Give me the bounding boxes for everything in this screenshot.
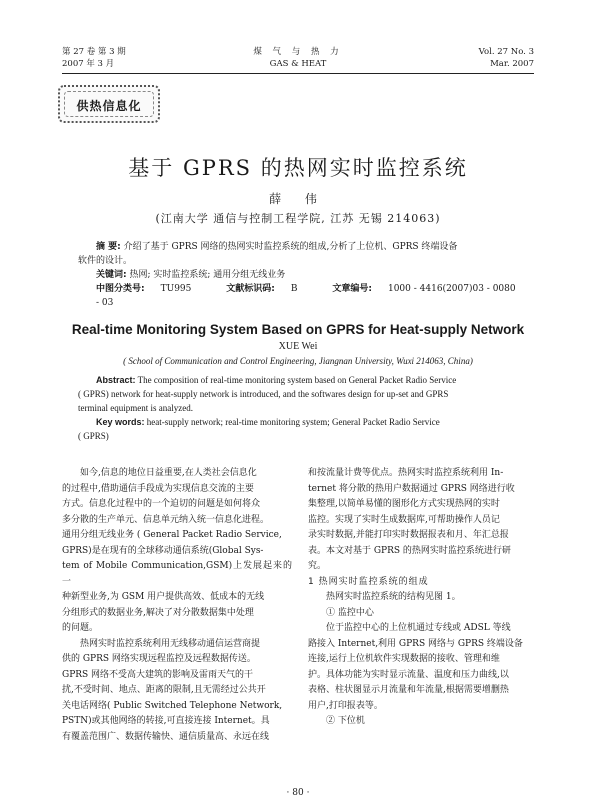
text-line: 用户,打印报表等。 [308,700,383,711]
header-rule [62,73,534,74]
text-line: 路接入 Internet,利用 GPRS 网络与 GPRS 终端设备 [308,638,523,649]
text-line: 方式。信息化过程中的一个迫切的问题是如何将众 [62,499,261,509]
doc-code-label: 文献标识码: [226,284,275,294]
text-line: 的问题。 [62,623,99,633]
text-line: 究。 [308,561,327,571]
abstract-en-text2: ( GPRS) network for heat-supply network is introduced, and the softwares design for up-set and GPRS [78,389,449,399]
text-line: 和按流量计费等优点。热网实时监控系统利用 In- [308,468,504,478]
article-id-value: 1000 - 4416(2007)03 - 0080 - 03 [96,284,516,308]
keywords-cn [78,268,518,282]
header-issue-info [479,46,534,70]
text-line: 关电话网络( Public Switched Telephone Network, [62,700,283,711]
journal-name-cn: 煤 气 与 热 力 [253,47,343,57]
text-line: 表。本文对基于 GPRS 的热网实时监控系统进行研 [308,545,511,556]
keywords-cn-text: 热网; 实时监控系统; 通用分组无线业务 [129,270,286,280]
paragraph-intro-1 [62,466,292,637]
paper-author-en: XUE Wei [278,341,318,352]
text-line: GPRS)是在现有的全球移动通信系统(Global Sys- [62,545,264,556]
text-line: 热网实时监控系统利用无线移动通信运营商提 [80,638,261,649]
abstract-en-line1 [78,373,518,387]
figure-reference-line: 热网实时监控系统的结构见图 1。 [326,592,461,602]
text-line: 通用分组无线业务 ( General Packet Radio Service, [62,530,282,540]
text-line: 集整理,以简单易懂的图形化方式实现热网的实时 [308,499,500,509]
paper-author: 薛 伟 [269,192,327,206]
body-column-left [62,466,292,745]
subheading-lower-computer: ② 下位机 [326,716,365,726]
header-vol-en: Vol. 27 No. 3 [478,47,534,57]
keywords-cn-label: 关键词: [96,270,127,280]
body-column-right [308,466,538,730]
article-id-label: 文章编号: [332,284,372,294]
paper-title: 基于 GPRS 的热网实时监控系统 [128,156,468,180]
abstract-en-text3: terminal equipment is analyzed. [78,403,193,413]
paragraph-intro-2 [62,637,292,746]
keywords-en-text2: ( GPRS) [78,431,109,441]
abstract-cn-label: 摘 要: [96,242,121,252]
text-line: 表格、柱状图显示月流量和年流量,根据需要增删热 [308,685,509,695]
abstract-en-label: Abstract: [96,375,136,385]
abstract-en-text1: The composition of real-time monitoring system based on General Packet Radio Service [137,375,457,385]
doc-code-value: B [290,284,298,294]
text-line: tem of Mobile Communication,GSM)上发展起来的一 [62,561,292,587]
classification-line [78,282,518,310]
header-volume: 第 27 卷 第 3 期 [62,47,126,57]
section-heading-1: 1 热网实时监控系统的组成 [308,576,429,587]
paragraph-monitoring-center [308,621,538,714]
text-line: 种新型业务,为 GSM 用户提供高效、低成本的无线 [62,592,265,602]
subheading-monitoring-center: ① 监控中心 [326,607,374,618]
text-line: 扰,不受时间、地点、距离的限制,且无需经过公共开 [62,685,266,695]
text-line: 如今,信息的地位日益重要,在人类社会信息化 [80,468,257,478]
text-line: 分组形式的数据业务,解决了对分散数据集中处理 [62,607,254,618]
keywords-en-label: Key words: [96,417,145,427]
header-date-en: Mar. 2007 [490,59,534,69]
text-line: 录实时数据,并能打印实时数据报表和月、年汇总报 [308,530,509,540]
abstract-cn-text2: 软件的设计。 [78,256,133,266]
text-line: 监控。实现了实时生成数据库,可帮助操作人员记 [308,514,500,525]
paper-affiliation-en: ( School of Communication and Control Engineering, Jiangnan University, Wuxi 214063, China) [123,356,473,366]
abstract-en [78,373,518,443]
header-date-cn: 2007 年 3 月 [62,59,115,69]
text-line: PSTN)或其他网络的转接,可直接连接 Internet。具 [62,716,270,726]
text-line: 连接,运行上位机软件实现数据的接收、管理和维 [308,654,500,664]
paper-title-en: Real-time Monitoring System Based on GPRS for Heat-supply Network [71,322,525,337]
text-line: 护。具体功能为实时显示流量、温度和压力曲线,以 [308,669,509,680]
paragraph-intro-3 [308,466,538,575]
clc-value: TU995 [160,284,192,294]
section-badge-label: 供热信息化 [76,99,142,113]
keywords-en [78,415,518,429]
abstract-cn-line1 [78,240,518,254]
abstract-cn-text1: 介绍了基于 GPRS 网络的热网实时监控系统的组成,分析了上位机、GPRS 终端设备 [123,242,458,252]
text-line: 供的 GPRS 网络实现远程监控及远程数据传送。 [62,654,256,664]
text-line: 有覆盖范围广、数据传输快、通信质量高、永远在线 [62,731,270,742]
paper-affiliation: (江南大学 通信与控制工程学院, 江苏 无锡 214063) [155,212,441,225]
text-line: 位于监控中心的上位机通过专线或 ADSL 等线 [326,623,511,633]
section-badge [58,85,160,123]
abstract-cn [78,240,518,310]
journal-name-en: GAS & HEAT [269,59,327,69]
text-line: 的过程中,借助通信手段成为实现信息交流的主要 [62,483,254,494]
text-line: 多分散的生产单元、信息单元纳入统一信息化进程。 [62,514,270,525]
page-number: · 80 · [286,788,310,798]
keywords-en-text1: heat-supply network; real-time monitoring system; General Packet Radio Service [146,417,440,427]
text-line: GPRS 网络不受高大建筑的影响及雷雨天气的干 [62,669,254,680]
clc-label: 中图分类号: [96,284,145,294]
running-header [0,0,596,70]
text-line: ternet 将分散的热用户数据通过 GPRS 网络进行收 [308,483,515,494]
